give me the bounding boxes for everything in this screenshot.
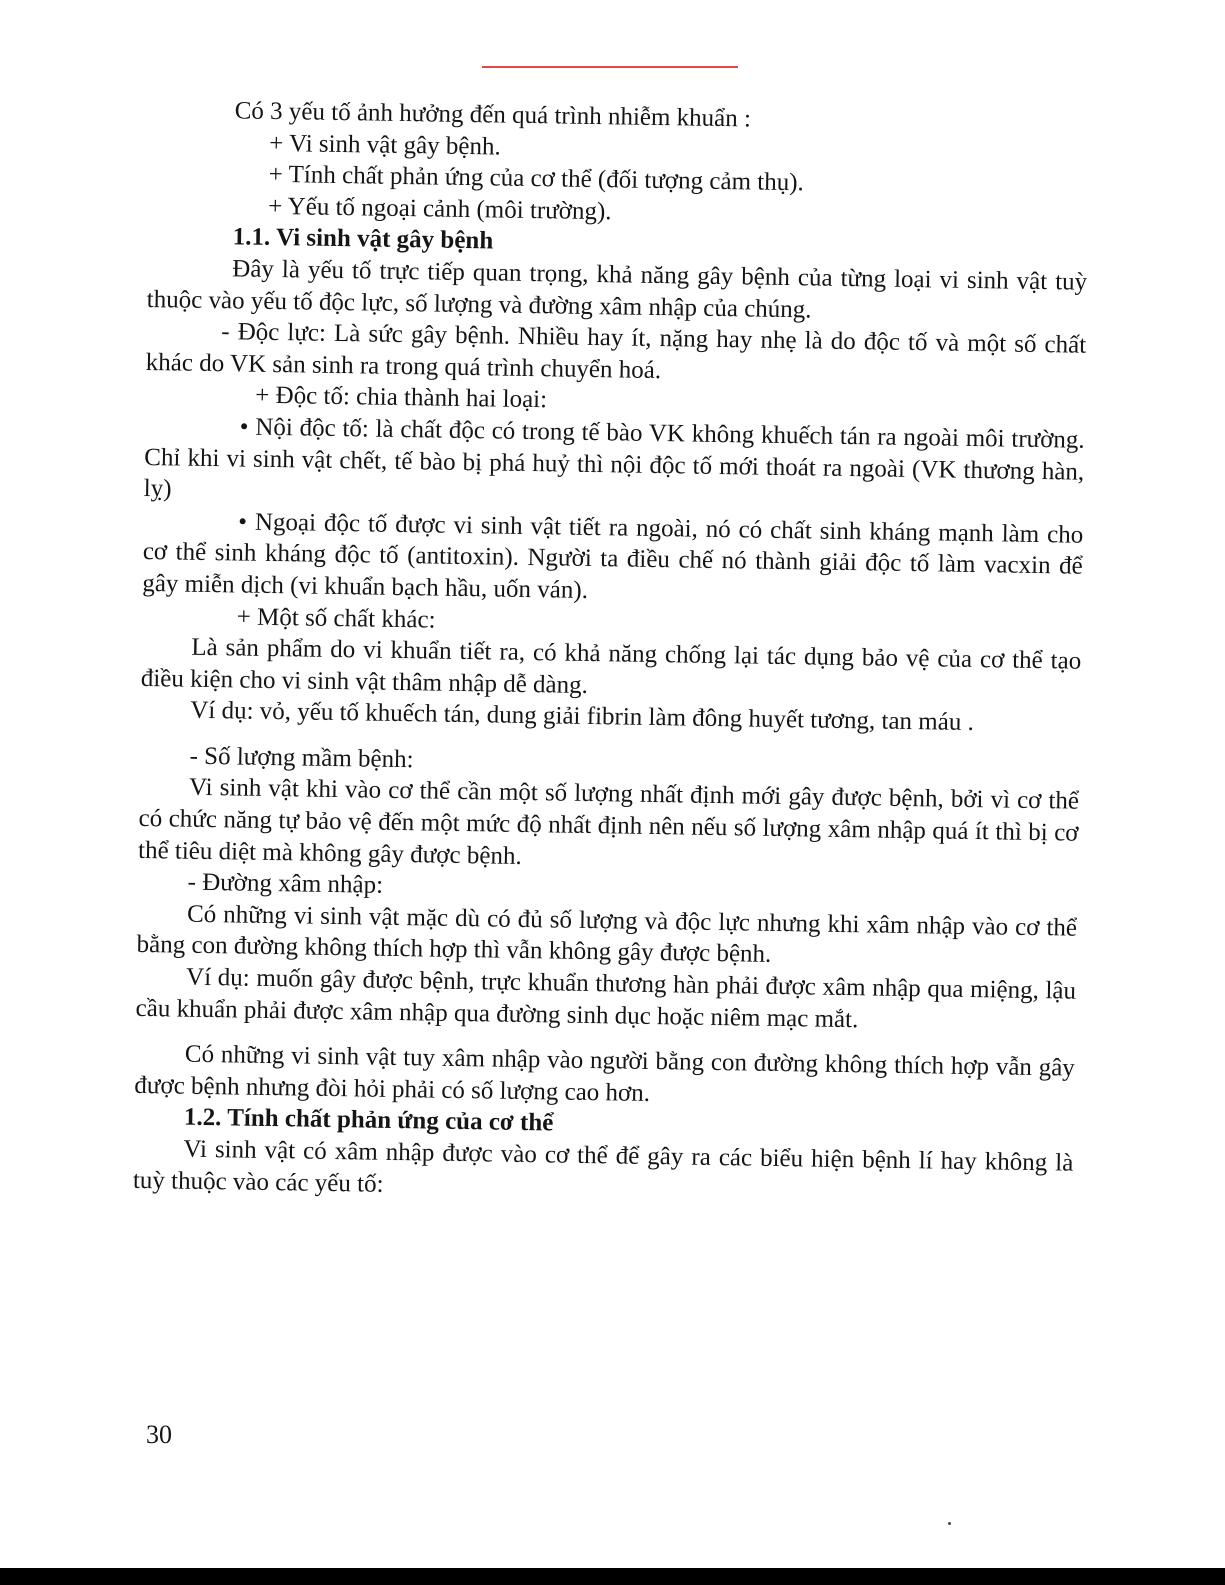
- header-red-rule: [482, 66, 738, 68]
- paragraph-pathogen-count: Vi sinh vật khi vào cơ thể cần một số lượng nhất định mới gây được bệnh, bởi vì cơ thể có chức năng tự bảo vệ đến một mức độ nhất định nên nếu số lượng xâm nhập quá ít thì bị cơ thể tiêu diệt mà không gây được bệnh.: [137, 774, 1080, 870]
- list-item-host-response: + Tính chất phản ứng của cơ thể (đối tượng cảm thụ).: [268, 161, 805, 197]
- page-number: 30: [146, 1420, 172, 1449]
- subheading-other-substances: + Một số chất khác:: [236, 602, 436, 634]
- scan-speck: [948, 1522, 951, 1525]
- scan-bottom-border: [0, 1568, 1225, 1585]
- paragraph-high-count: Có những vi sinh vật tuy xâm nhập vào người bằng con đường không thích hợp vẫn gây được bệnh nhưng đòi hỏi phải có số lượng cao hơn.: [134, 1040, 1076, 1107]
- paragraph-example-2: Ví dụ: muốn gây được bệnh, trực khuẩn thương hàn phải được xâm nhập qua miệng, lậu cầu khuẩn phải được xâm nhập qua đường sinh dục hoặc niêm mạc mắt.: [135, 963, 1077, 1033]
- intro-paragraph: Có 3 yếu tố ảnh hưởng đến quá trình nhiễm khuẩn :: [234, 97, 752, 133]
- subheading-toxins: + Độc tố: chia thành hai loại:: [255, 382, 548, 414]
- subheading-entry-route: - Đường xâm nhập:: [187, 868, 384, 900]
- list-item-pathogen: + Vi sinh vật gây bệnh.: [269, 129, 501, 161]
- paragraph-pathogen-factors: Đây là yếu tố trực tiếp quan trọng, khả năng gây bệnh của từng loại vi sinh vật tuỳ thuộc vào yếu tố độc lực, số lượng và đường xâm nhập của chúng.: [146, 255, 1088, 323]
- page-body-text: [133, 94, 1090, 1211]
- paragraph-entry-route: Có những vi sinh vật mặc dù có đủ số lượng và độc lực nhưng khi xâm nhập vào cơ thể bằng con đường không thích hợp thì vẫn không gây được bệnh.: [136, 900, 1078, 969]
- section-heading-1-1: 1.1. Vi sinh vật gây bệnh: [232, 223, 494, 255]
- bullet-endotoxin: • Nội độc tố: là chất độc có trong tế bào VK không khuếch tán ra ngoài môi trường. Chỉ khi vi sinh vật chết, tế bào bị phá huỷ thì nội độc tố mới thoát ra ngoài (VK thương hàn, lỵ): [143, 413, 1085, 503]
- list-item-environment: + Yếu tố ngoại cảnh (môi trường).: [268, 192, 612, 226]
- paragraph-example-1: Ví dụ: vỏ, yếu tố khuếch tán, dung giải fibrin làm đông huyết tương, tan máu .: [190, 696, 975, 737]
- paragraph-virulence: - Độc lực: Là sức gây bệnh. Nhiều hay ít, nặng hay nhẹ là do độc tố và một số chất khác do VK sản sinh ra trong quá trình chuyển hoá.: [145, 318, 1087, 384]
- section-heading-1-2: 1.2. Tính chất phản ứng của cơ thể: [183, 1104, 554, 1137]
- paragraph-host-response: Vi sinh vật có xâm nhập được vào cơ thể để gây ra các biểu hiện bệnh lí hay không là tuỳ thuộc vào các yếu tố:: [132, 1135, 1074, 1198]
- paragraph-other-substances: Là sản phẩm do vi khuẩn tiết ra, có khả năng chống lại tác dụng bảo vệ của cơ thể tạo điều kiện cho vi sinh vật thâm nhập dễ dàng.: [140, 633, 1082, 699]
- subheading-pathogen-count: - Số lượng mầm bệnh:: [189, 742, 414, 774]
- bullet-exotoxin: • Ngoại độc tố được vi sinh vật tiết ra ngoài, nó có chất sinh kháng mạnh làm cho cơ thể sinh kháng độc tố (antitoxin). Người ta điều chế nó thành giải độc tố làm vacxin để gây miễn dịch (vi khuẩn bạch hầu, uốn ván).: [142, 508, 1084, 604]
